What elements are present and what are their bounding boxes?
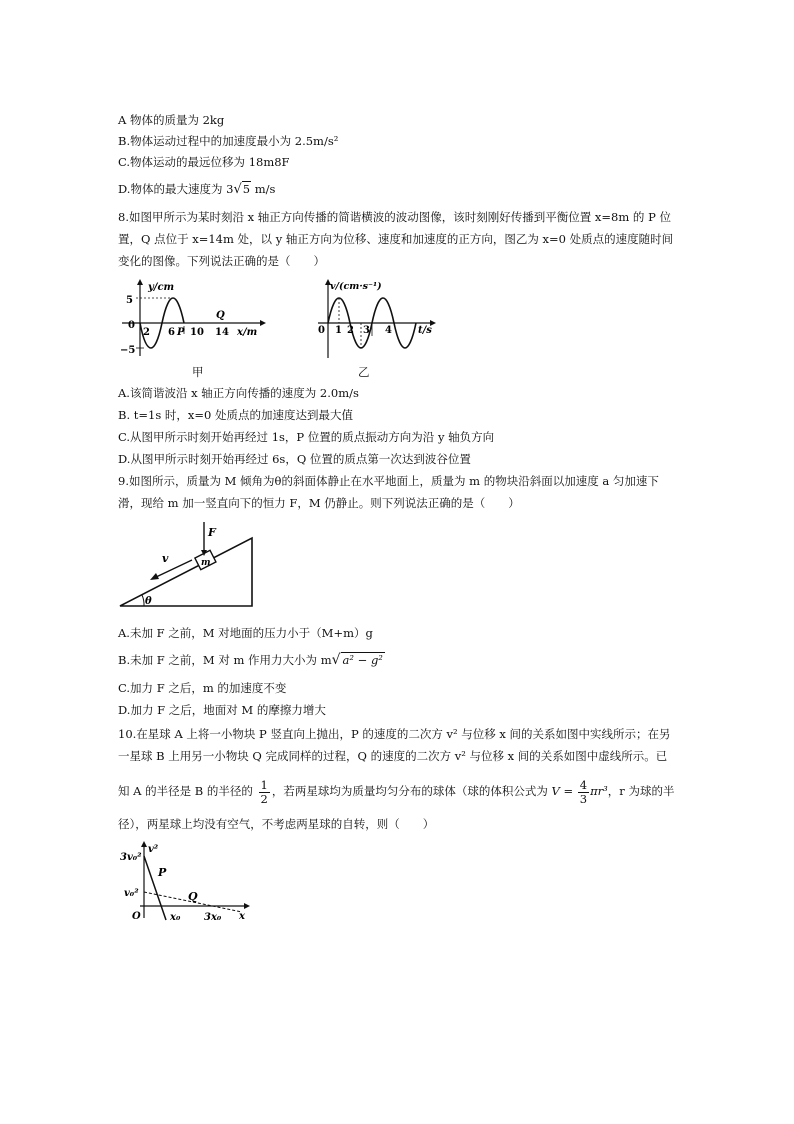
- q10-stem-text-2b: ，若两星球均为质量均匀分布的球体（球的体积公式为: [271, 784, 548, 798]
- q9-option-b-text: B.未加 F 之前，M 对 m 作用力大小为 m: [118, 653, 332, 667]
- q9-option-d: D.加力 F 之后，地面对 M 的摩擦力增大: [118, 703, 326, 717]
- label-v0sq: v₀²: [124, 888, 139, 899]
- fraction-four-thirds: [578, 779, 589, 806]
- fig-b-xlabel: t/s: [418, 325, 432, 336]
- q8-figure-a-caption: 甲: [192, 365, 204, 379]
- q9-option-b-radicand: a² − g²: [342, 653, 383, 667]
- q10-stem-text-2a: 知 A 的半径是 B 的半径的: [118, 784, 253, 798]
- x-axis-arrow: [260, 320, 266, 326]
- label-x: x: [239, 911, 245, 922]
- label-q: Q: [188, 890, 198, 903]
- fig-b-xtick: 3: [363, 325, 370, 336]
- q7-option-d-radicand: 5: [242, 182, 251, 196]
- q7-option-a: A 物体的质量为 2kg: [118, 113, 225, 127]
- q9-option-b: [118, 652, 385, 668]
- label-m: m: [201, 558, 211, 568]
- q8-figure-b-caption: 乙: [358, 365, 370, 379]
- incline-body: [120, 538, 252, 606]
- label-f: F: [208, 526, 216, 539]
- q8-figure-b: [308, 276, 438, 360]
- fig-a-label-q: Q: [216, 310, 225, 321]
- q9-option-c: C.加力 F 之后，m 的加速度不变: [118, 681, 287, 695]
- formula-rest: πr³: [590, 784, 608, 798]
- y-axis-arrow: [141, 841, 147, 847]
- y-axis-arrow: [137, 279, 143, 285]
- label-3v0sq: 3v₀²: [120, 852, 142, 863]
- sqrt-symbol: √: [233, 182, 242, 197]
- q9-incline-figure: [118, 518, 258, 610]
- q9-stem: 9.如图所示，质量为 M 倾角为θ的斜面体静止在水平地面上，质量为 m 的物块沿斜面以加速度 a 匀加速下滑，现给 m 加一竖直向下的恒力 F，M 仍静止。则下列说法正确的是（ ）: [118, 474, 659, 510]
- q8-option-d: D.从图甲所示时刻开始再经过 6s，Q 位置的质点第一次达到波谷位置: [118, 452, 471, 466]
- fig-a-xtick: 14: [215, 327, 229, 338]
- fig-a-origin: 0: [128, 320, 135, 331]
- label-x0: x₀: [170, 912, 181, 923]
- q10-stem-line3: 径），两星球上均没有空气，不考虑两星球的自转，则（ ）: [118, 817, 435, 831]
- fig-a-ytick-neg: −5: [120, 345, 136, 356]
- fig-a-xtick: 2: [143, 327, 150, 338]
- fraction-num: 4: [579, 777, 588, 792]
- label-origin: O: [132, 911, 141, 922]
- fig-a-xlabel: x/m: [237, 327, 258, 338]
- q10-graph: [118, 838, 258, 926]
- fig-b-xtick: 0: [318, 325, 325, 336]
- fig-b-xtick: 2: [347, 325, 354, 336]
- fig-b-xtick: 1: [335, 325, 342, 336]
- q10-stem-line1: [118, 723, 678, 767]
- velocity-arrowhead: [150, 573, 159, 580]
- q9-option-a: A.未加 F 之前，M 对地面的压力小于（M+m）g: [118, 626, 373, 640]
- q8-option-c: C.从图甲所示时刻开始再经过 1s，P 位置的质点振动方向为沿 y 轴负方向: [118, 430, 495, 444]
- q10-stem-text-2c: ，r 为球的半: [607, 784, 675, 798]
- fig-a-xtick: 6: [168, 327, 175, 338]
- label-v2: v²: [148, 844, 159, 855]
- fraction-half: [259, 779, 270, 806]
- fig-a-ylabel: y/cm: [148, 282, 175, 293]
- fig-b-xtick: 4: [385, 325, 392, 336]
- formula-v: V =: [551, 784, 574, 798]
- q7-option-c: C.物体运动的最远位移为 18m8F: [118, 155, 290, 169]
- label-v: v: [162, 552, 169, 565]
- label-p: P: [158, 866, 167, 879]
- q8-option-b: B. t=1s 时，x=0 处质点的加速度达到最大值: [118, 408, 353, 422]
- q10-stem-text-1: 10.在星球 A 上将一小物块 P 竖直向上抛出，P 的速度的二次方 v² 与位移 x 间的关系如图中实线所示；在另一星球 B 上用另一小物块 Q 完成同样的过程，Q 的速度的二次方 v² 与位移 x 间的关系如图中虚线所示。已: [118, 727, 671, 763]
- sqrt-symbol: √: [331, 652, 341, 668]
- q7-option-b: B.物体运动过程中的加速度最小为 2.5m/s²: [118, 134, 339, 148]
- q8-stem: 8.如图甲所示为某时刻沿 x 轴正方向传播的简谐横波的波动图像，该时刻刚好传播到平衡位置 x=8m 的 P 位置，Q 点位于 x=14m 处，以 y 轴正方向为位移、速度和加速度的正方向，图乙为 x=0 处质点的速度随时间变化的图像。下列说法正确的是（ ）: [118, 210, 674, 268]
- q8-figure-a: [118, 276, 268, 360]
- q10-stem-line2: [118, 776, 674, 806]
- fig-b-ylabel: v/(cm·s⁻¹): [330, 281, 382, 292]
- fraction-num: 1: [260, 777, 268, 792]
- q7-option-d: [118, 181, 275, 198]
- q7-option-d-text: D.物体的最大速度为 3: [118, 182, 234, 196]
- q7-option-d-unit: m/s: [251, 182, 276, 196]
- q8-option-a: A.该简谐波沿 x 轴正方向传播的速度为 2.0m/s: [118, 386, 359, 400]
- fig-a-ytick-pos: 5: [126, 295, 133, 306]
- label-3x0: 3x₀: [204, 912, 222, 923]
- fraction-den: 3: [579, 791, 588, 806]
- fig-a-label-p: P: [177, 327, 185, 338]
- angle-arc: [142, 595, 144, 606]
- fraction-den: 2: [260, 791, 268, 806]
- x-axis-arrow: [244, 903, 250, 909]
- velocity-arrow: [154, 560, 192, 578]
- fig-a-xtick: 10: [190, 327, 204, 338]
- label-theta: θ: [145, 596, 152, 607]
